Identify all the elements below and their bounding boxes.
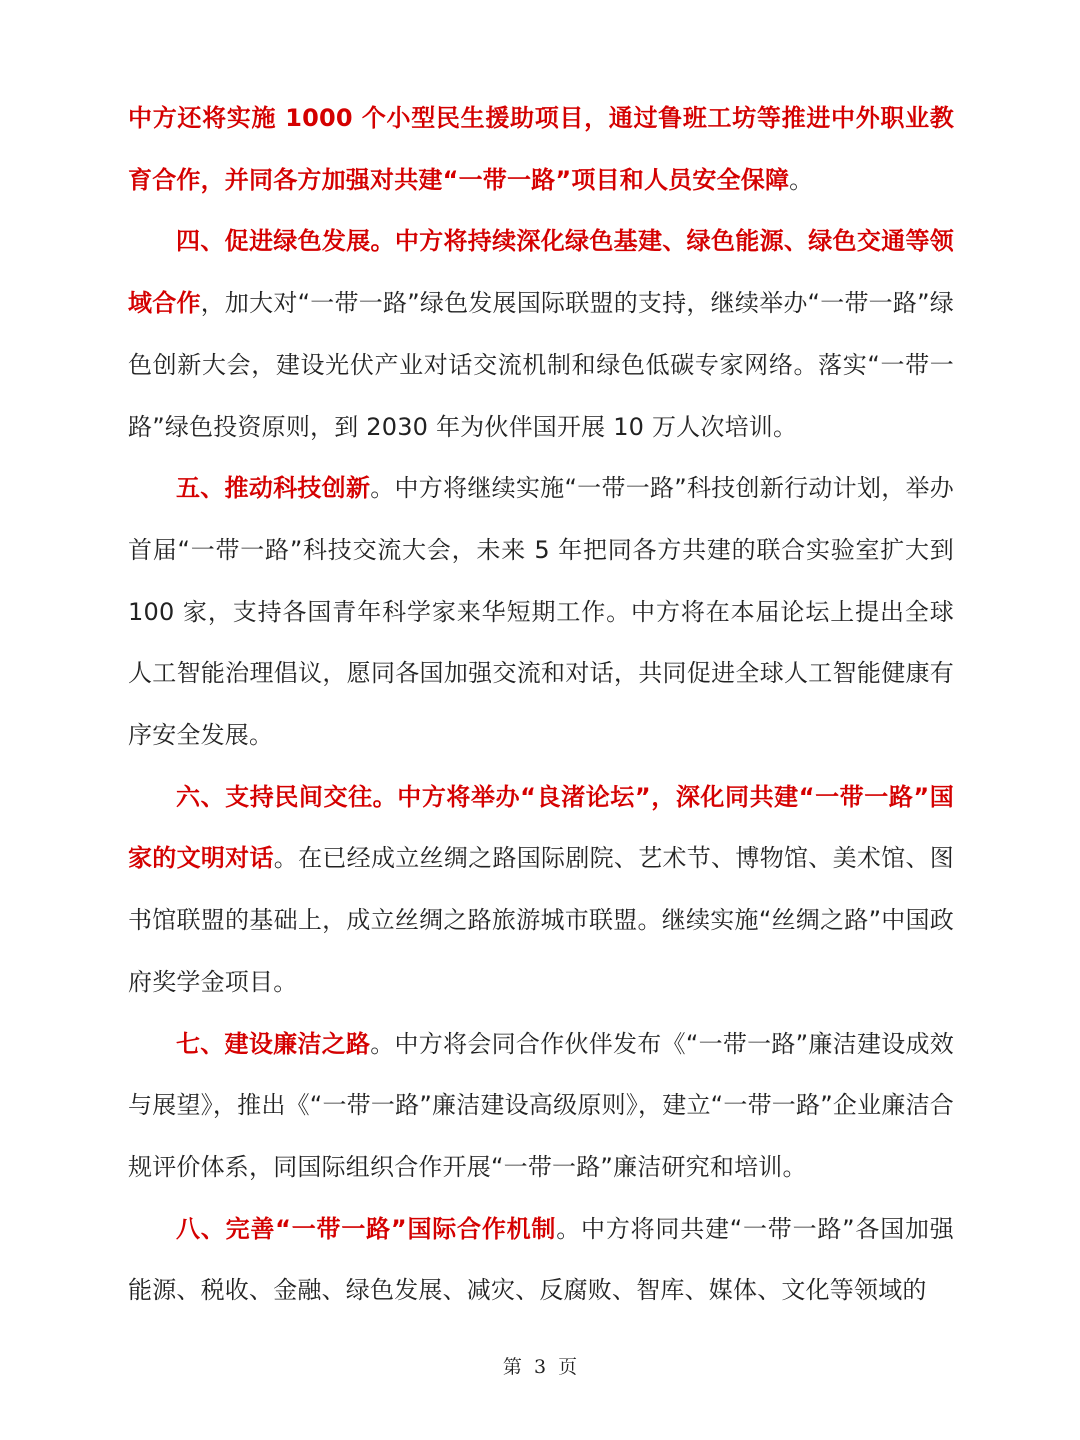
section-heading-tech-innovation: 五、推动科技创新: [176, 474, 371, 503]
section-heading-green-development: 四、促进绿色发展。中方将持续深化绿色基建、绿色能源、绿色交通等领域合作: [128, 227, 954, 318]
red-bold-text: 中方还将实施 1000 个小型民生援助项目，通过鲁班工坊等推进中外职业教育合作，并同各方加强对共建“一带一路”项目和人员安全保障: [128, 104, 954, 194]
paragraph: [128, 88, 954, 211]
page-number: 第 3 页: [502, 1356, 578, 1378]
paragraph: [128, 211, 954, 458]
paragraph: [128, 1199, 954, 1322]
body-text: 。中方将同共建“一带一路”各国加强能源、税收、金融、绿色发展、减灾、反腐败、智库、媒体、文化等领域的: [128, 1214, 954, 1305]
document-body: [128, 88, 954, 1322]
paragraph: [128, 458, 954, 767]
body-text: 。在已经成立丝绸之路国际剧院、艺术节、博物馆、美术馆、图书馆联盟的基础上，成立丝绸之路旅游城市联盟。继续实施“丝绸之路”中国政府奖学金项目。: [128, 844, 954, 996]
body-text: 。中方将继续实施“一带一路”科技创新行动计划，举办首届“一带一路”科技交流大会，未来 5 年把同各方共建的联合实验室扩大到 100 家，支持各国青年科学家来华短期工作。中方将在本届论坛上提出全球人工智能治理倡议，愿同各国加强交流和对话，共同促进全球人工智能健康有序安全发展。: [128, 474, 954, 750]
paragraph: [128, 1014, 954, 1199]
body-text: 。中方将会同合作伙伴发布《“一带一路”廉洁建设成效与展望》，推出《“一带一路”廉洁建设高级原则》，建立“一带一路”企业廉洁合规评价体系，同国际组织合作开展“一带一路”廉洁研究和培训。: [128, 1029, 954, 1181]
body-text: ，加大对“一带一路”绿色发展国际联盟的支持，继续举办“一带一路”绿色创新大会，建设光伏产业对话交流机制和绿色低碳专家网络。落实“一带一路”绿色投资原则，到 2030 年为伙伴国开展 10 万人次培训。: [128, 289, 954, 441]
body-text: 。: [789, 165, 814, 194]
section-heading-clean-road: 七、建设廉洁之路: [176, 1029, 371, 1058]
section-heading-cooperation-mechanism: 八、完善“一带一路”国际合作机制: [176, 1214, 557, 1243]
section-heading-people-exchange: 六、支持民间交往。中方将举办“良渚论坛”，深化同共建“一带一路”国家的文明对话: [128, 782, 954, 873]
paragraph: [128, 767, 954, 1014]
